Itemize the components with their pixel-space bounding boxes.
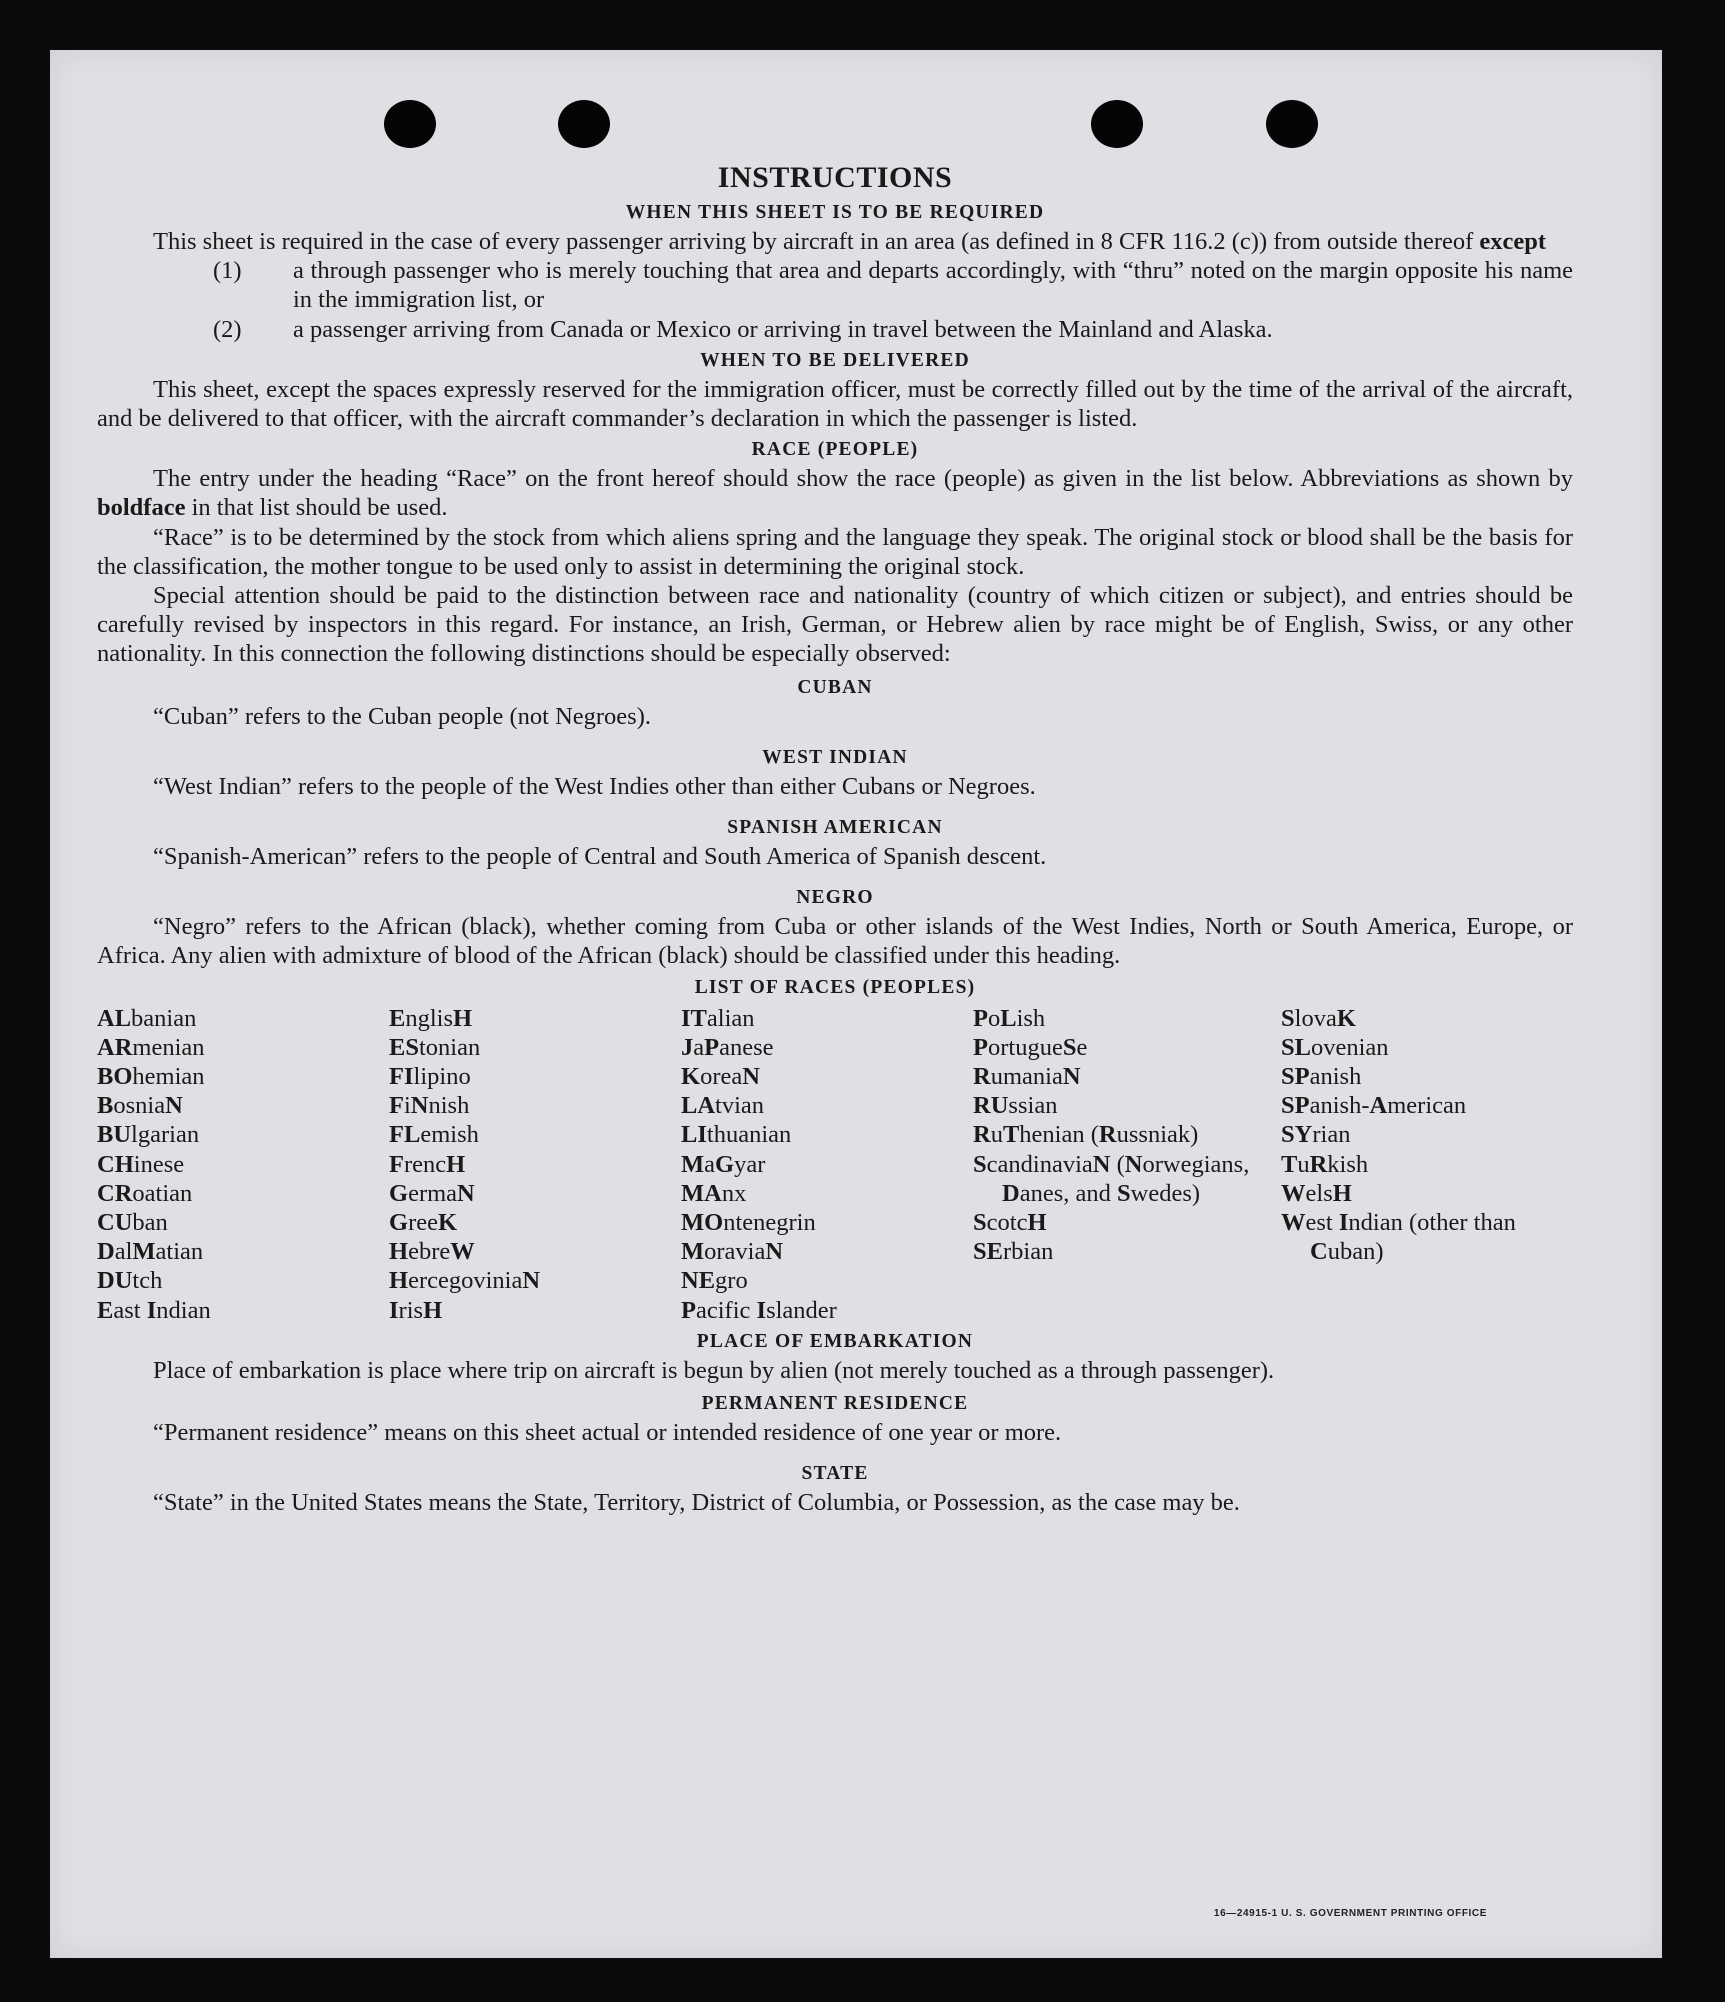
race-entry: FIlipino [389,1063,471,1091]
race-entry: EStonian [389,1033,481,1061]
race-entry: DalMatian [97,1238,204,1266]
document-sheet [50,50,1662,1958]
race-entry: LAtvian [681,1092,765,1120]
section-heading-spanish-american: SPANISH AMERICAN [727,817,943,839]
races-column [1281,1004,1573,1325]
race-entry: FLemish [389,1121,479,1149]
race-entry: SYrian [1281,1121,1351,1149]
race-entry: ITalian [681,1004,755,1032]
race-paragraph-2: “Race” is to be determined by the stock from which aliens spring and the language they speak. The original stock or blood shall be the basis for the classification, the mother tongue to be used only to assist in determining the original stock. [97,523,1573,580]
race-entry: FiNnish [389,1092,470,1120]
races-list [97,1004,1573,1325]
races-column [973,1004,1281,1325]
required-intro: This sheet is required in the case of every passenger arriving by aircraft in an area (as defined in 8 CFR 116.2 (c)) from outside thereof except [153,228,1547,255]
section-heading-delivered: WHEN TO BE DELIVERED [700,349,970,371]
race-entry: MaGyar [681,1150,766,1178]
race-entry: GreeK [389,1209,458,1237]
punch-hole [558,100,610,148]
race-entry: SErbian [973,1238,1054,1266]
race-entry: ScotcH [973,1209,1047,1237]
race-entry: RumaniaN [973,1063,1081,1091]
page-title: INSTRUCTIONS [717,161,953,194]
race-entry: BosniaN [97,1092,183,1120]
section-heading-race: RACE (PEOPLE) [751,439,919,461]
section-heading-list-of-races: LIST OF RACES (PEOPLES) [694,976,976,998]
race-entry: DUtch [97,1267,163,1295]
race-entry: West Indian (other than Cuban) [1281,1209,1516,1266]
race-entry: GermaN [389,1179,475,1207]
races-column [389,1004,681,1325]
race-entry: HebreW [389,1238,475,1266]
race-entry: PortugueSe [973,1033,1088,1061]
west-indian-text: “West Indian” refers to the people of the West Indies other than either Cubans or Negroes. [153,772,1036,800]
race-entry: CUban [97,1209,168,1237]
punch-hole [1266,100,1318,148]
race-entry: SPanish-American [1281,1092,1467,1120]
race-entry: LIthuanian [681,1121,792,1149]
state-text: “State” in the United States means the State, Territory, District of Columbia, or Possession, as the case may be. [153,1489,1240,1517]
race-entry: MAnx [681,1179,747,1207]
race-entry: MOntenegrin [681,1209,816,1237]
race-entry: MoraviaN [681,1238,784,1266]
races-column [97,1004,389,1325]
section-heading-state: STATE [801,1463,869,1485]
instructions-content [97,158,1573,1518]
race-entry: SPanish [1281,1063,1362,1091]
race-entry: SLovenian [1281,1033,1389,1061]
race-entry: EnglisH [389,1004,473,1032]
race-entry: CRoatian [97,1179,193,1207]
race-entry: ALbanian [97,1004,197,1032]
race-entry: Pacific Islander [681,1296,837,1324]
race-entry: BUlgarian [97,1121,200,1149]
race-paragraph-1: The entry under the heading “Race” on the front hereof should show the race (people) as given in the list below. Abbreviations as shown by boldface in that list should be used. [97,465,1573,522]
race-entry: PoLish [973,1004,1046,1032]
section-heading-required: WHEN THIS SHEET IS TO BE REQUIRED [625,202,1045,223]
race-entry: IrisH [389,1296,443,1324]
race-entry: HercegoviniaN [389,1267,541,1295]
race-entry: RUssian [973,1092,1058,1120]
required-item-2: (2) a passenger arriving from Canada or Mexico or arriving in travel between the Mainland and Alaska. [213,315,1273,343]
race-entry: ARmenian [97,1033,205,1061]
section-heading-cuban: CUBAN [797,676,873,698]
required-item-1: (1) a through passenger who is merely touching that area and departs accordingly, with “thru” noted on the margin opposite his name in the immigration list, or [213,257,1573,314]
delivered-text: This sheet, except the spaces expressly reserved for the immigration officer, must be correctly filled out by the time of the arrival of the aircraft, and be delivered to that officer, with the aircraft commander’s declaration in which the passenger is listed. [97,375,1573,433]
race-entry: SlovaK [1281,1004,1356,1032]
race-entry: ScandinaviaN (Norwegians, Danes, and Swedes) [973,1150,1250,1207]
negro-text: “Negro” refers to the African (black), whether coming from Cuba or other islands of the West Indies, North or South America, Europe, or Africa. Any alien with admixture of blood of the African (black) should be classified under this heading. [97,913,1573,970]
section-heading-west-indian: WEST INDIAN [762,746,908,768]
race-entry: TuRkish [1281,1150,1369,1178]
embarkation-text: Place of embarkation is place where trip on aircraft is begun by alien (not merely touched as a through passenger). [153,1356,1275,1384]
residence-text: “Permanent residence” means on this sheet actual or intended residence of one year or more. [153,1419,1062,1447]
race-entry: CHinese [97,1150,185,1178]
race-entry: KoreaN [681,1063,760,1091]
punch-hole [384,100,436,148]
spanish-american-text: “Spanish-American” refers to the people of Central and South America of Spanish descent. [153,843,1047,871]
race-entry: East Indian [97,1296,211,1324]
race-entry: BOhemian [97,1063,205,1091]
printing-office-code: 16—24915-1 U. S. GOVERNMENT PRINTING OFFICE [1213,1908,1487,1919]
race-entry: FrencH [389,1150,466,1178]
section-heading-residence: PERMANENT RESIDENCE [701,1393,969,1415]
section-heading-negro: NEGRO [796,887,874,909]
cuban-text: “Cuban” refers to the Cuban people (not Negroes). [153,702,651,730]
race-entry: JaPanese [681,1033,774,1061]
race-entry: RuThenian (Russniak) [973,1121,1199,1149]
punch-hole [1091,100,1143,148]
race-entry: WelsH [1281,1179,1352,1207]
section-heading-embarkation: PLACE OF EMBARKATION [696,1330,974,1352]
race-entry: NEgro [681,1267,748,1295]
race-paragraph-3: Special attention should be paid to the distinction between race and nationality (country of which citizen or subject), and entries should be carefully revised by inspectors in this regard. For instance, an Irish, German, or Hebrew alien by race might be of English, Swiss, or any other nationality. In this connection the following distinctions should be especially observed: [97,582,1573,668]
races-column [681,1004,973,1325]
